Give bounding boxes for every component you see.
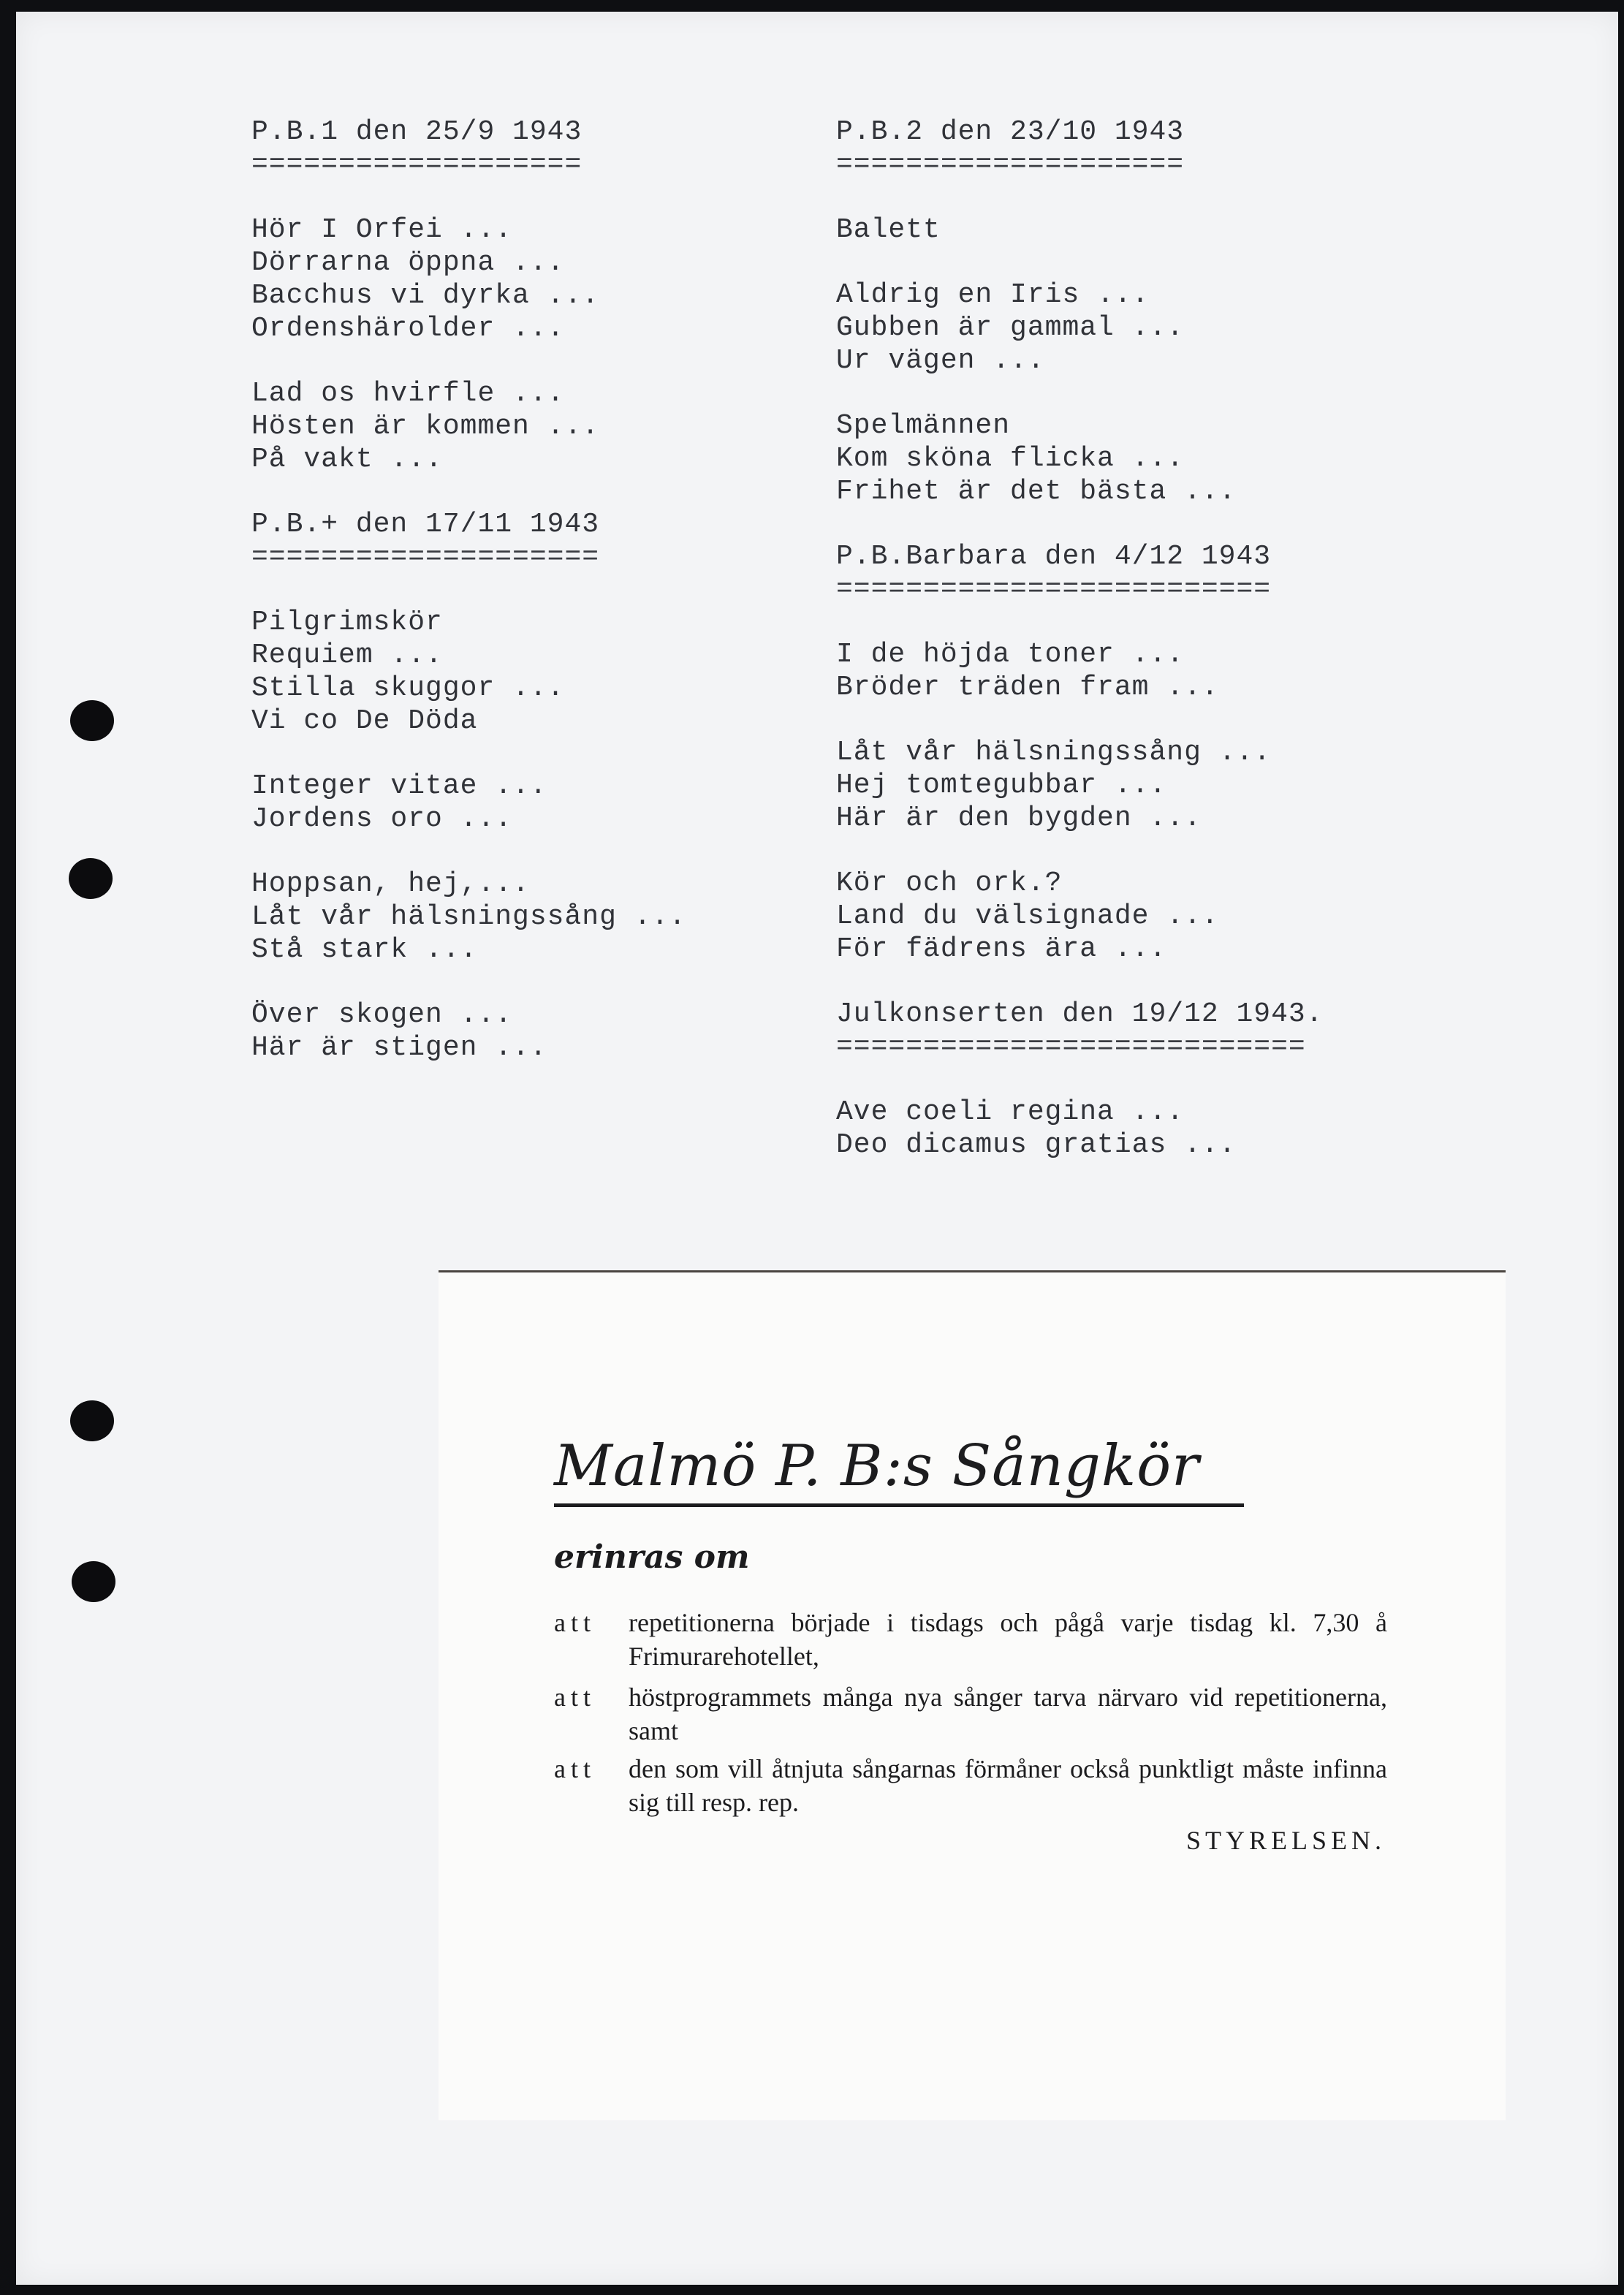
- heading-rule: ===========================: [836, 1031, 1306, 1063]
- song-title: Land du välsignade ...: [836, 900, 1219, 932]
- song-title: Ave coeli regina ...: [836, 1096, 1185, 1128]
- notice-clause: [554, 1606, 1387, 1673]
- song-title: Stilla skuggor ...: [251, 672, 565, 704]
- song-title: Här är stigen ...: [251, 1032, 547, 1063]
- notice-clause: [554, 1752, 1387, 1819]
- spacer: [251, 966, 686, 998]
- heading-rule: =========================: [836, 574, 1272, 605]
- song-title: Över skogen ...: [251, 999, 513, 1031]
- heading-rule: ===================: [251, 149, 583, 181]
- program-list-right: [836, 115, 1324, 1161]
- spacer: [836, 377, 1324, 409]
- clause-text: repetitionerna började i tisdags och pågå varje tisdag kl. 7,30 å Frimurarehotellet,: [629, 1608, 1387, 1671]
- signature: STYRELSEN.: [1185, 1826, 1386, 1855]
- song-title: Låt vår hälsningssång ...: [836, 737, 1272, 768]
- spacer: [836, 246, 1324, 278]
- song-title: Spelmännen: [836, 410, 1011, 441]
- notice-title: Malmö P. B:s Sångkör: [554, 1433, 1200, 1499]
- clause-text: höstprogrammets många nya sånger tarva närvaro vid repetitionerna, samt: [629, 1683, 1387, 1745]
- song-title: Bröder träden fram ...: [836, 672, 1219, 703]
- song-title: Frihet är det bästa ...: [836, 476, 1237, 507]
- spacer: [251, 476, 686, 508]
- program-heading: P.B.1 den 25/9 1943: [251, 116, 583, 148]
- song-title: Dörrarna öppna ...: [251, 247, 565, 278]
- song-title: Requiem ...: [251, 640, 443, 671]
- program-list-left: [251, 115, 686, 1064]
- spacer: [251, 181, 686, 213]
- song-title: Balett: [836, 214, 941, 246]
- punch-hole: [70, 1400, 114, 1441]
- program-heading: P.B.+ den 17/11 1943: [251, 509, 600, 540]
- song-title: På vakt ...: [251, 444, 443, 475]
- spacer: [836, 704, 1324, 736]
- spacer: [251, 737, 686, 770]
- song-title: I de höjda toner ...: [836, 639, 1185, 670]
- clause-keyword: att: [554, 1754, 596, 1783]
- notice-clause: [554, 1680, 1387, 1748]
- spacer: [836, 966, 1324, 998]
- program-heading: P.B.2 den 23/10 1943: [836, 116, 1185, 148]
- song-title: Hösten är kommen ...: [251, 411, 600, 442]
- song-title: Pilgrimskör: [251, 607, 443, 638]
- punch-hole: [72, 1561, 115, 1602]
- song-title: Lad os hvirfle ...: [251, 378, 565, 409]
- spacer: [836, 606, 1324, 638]
- song-title: Integer vitae ...: [251, 770, 547, 802]
- spacer: [251, 835, 686, 868]
- song-title: Låt vår hälsningssång ...: [251, 901, 687, 933]
- spacer: [251, 574, 686, 606]
- clause-keyword: att: [554, 1608, 596, 1637]
- song-title: Här är den bygden ...: [836, 803, 1202, 834]
- song-title: Deo dicamus gratias ...: [836, 1129, 1237, 1161]
- document-page: [16, 12, 1618, 2285]
- program-heading: P.B.Barbara den 4/12 1943: [836, 541, 1272, 572]
- song-title: För fädrens ära ...: [836, 933, 1167, 965]
- notice-subtitle: erinras om: [554, 1539, 750, 1576]
- song-title: Bacchus vi dyrka ...: [251, 280, 600, 311]
- clause-text: den som vill åtnjuta sångarnas förmåner också punktligt måste infinna sig till resp. rep.: [629, 1754, 1387, 1817]
- song-title: Gubben är gammal ...: [836, 312, 1185, 344]
- spacer: [836, 835, 1324, 867]
- notice-card: [439, 1270, 1506, 2120]
- spacer: [836, 508, 1324, 540]
- spacer: [251, 345, 686, 377]
- song-title: Hoppsan, hej,...: [251, 868, 530, 900]
- spacer: [836, 1063, 1324, 1096]
- spacer: [836, 181, 1324, 213]
- song-title: Ur vägen ...: [836, 345, 1045, 376]
- title-underline: [554, 1503, 1244, 1507]
- song-title: Hör I Orfei ...: [251, 214, 513, 246]
- song-title: Ordenshärolder ...: [251, 313, 565, 344]
- clause-keyword: att: [554, 1683, 596, 1712]
- song-title: Vi co De Döda: [251, 705, 478, 737]
- program-heading: Julkonserten den 19/12 1943.: [836, 998, 1324, 1030]
- song-title: Kör och ork.?: [836, 868, 1063, 899]
- song-title: Jordens oro ...: [251, 803, 513, 835]
- song-title: Aldrig en Iris ...: [836, 279, 1150, 311]
- heading-rule: ====================: [836, 149, 1185, 181]
- song-title: Kom sköna flicka ...: [836, 443, 1185, 474]
- punch-hole: [69, 858, 113, 899]
- song-title: Hej tomtegubbar ...: [836, 770, 1167, 801]
- heading-rule: ====================: [251, 542, 600, 573]
- punch-hole: [70, 700, 114, 741]
- song-title: Stå stark ...: [251, 934, 478, 966]
